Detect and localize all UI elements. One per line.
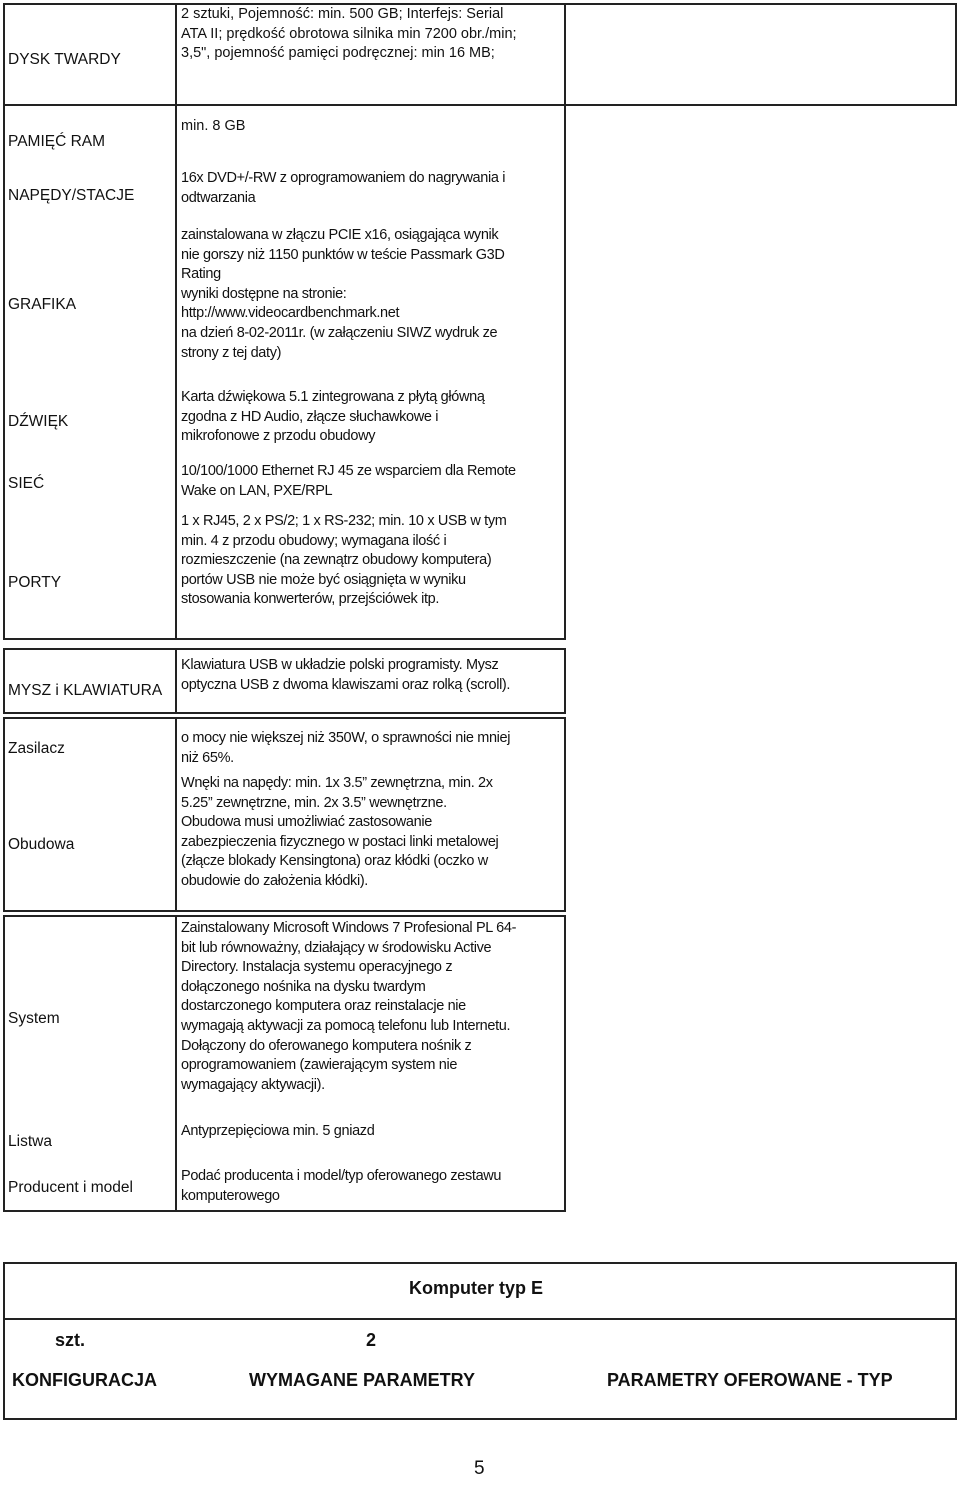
row-label-dzwiek: DŹWIĘK [8, 413, 69, 430]
page-number: 5 [474, 1458, 485, 1479]
row-value-system: Zainstalowany Microsoft Windows 7 Profesional PL 64- bit lub równoważny, działający w środowisku Active Directory. Instalacja systemu operacyjnego z dołączonego nośnika na dysku twardym dostarczonego komputera oraz reinstalacje nie wymagają aktywacji za pomocą telefonu lub Internetu. Dołączony do oferowanego komputera nośnik z oprogramowaniem (zawierającym system nie wymagający aktywacji). [181, 920, 517, 1093]
row-label-napedy: NAPĘDY/STACJE [8, 187, 135, 204]
col-header-oferowane: PARAMETRY OFEROWANE - TYP [607, 1370, 893, 1390]
qty-value: 2 [366, 1330, 377, 1350]
row-label-producent: Producent i model [8, 1179, 133, 1196]
row-value-grafika: zainstalowana w złączu PCIE x16, osiągająca wynik nie gorszy niż 1150 punktów w teście Passmark G3D Rating wyniki dostępne na stronie: http://www.videocardbenchmark.net na dzień 8-02-2011r. (w załączeniu SIWZ wydruk ze strony z tej daty) [181, 227, 505, 361]
table-cell-label [3, 104, 177, 640]
config-title: Komputer typ E [409, 1278, 544, 1298]
row-value-siec: 10/100/1000 Ethernet RJ 45 ze wsparciem dla Remote Wake on LAN, PXE/RPL [181, 463, 516, 499]
row-value-pamiec-ram: min. 8 GB [181, 118, 246, 134]
row-value-zasilacz: o mocy nie większej niż 350W, o sprawności nie mniej niż 65%. [181, 730, 511, 766]
config-header-divider [5, 1318, 955, 1320]
col-header-konfiguracja: KONFIGURACJA [12, 1370, 158, 1390]
row-label-system: System [8, 1010, 60, 1027]
row-label-obudowa: Obudowa [8, 836, 75, 853]
row-label-listwa: Listwa [8, 1133, 52, 1150]
row-value-producent: Podać producenta i model/typ oferowanego zestawu komputerowego [181, 1168, 502, 1204]
row-label-mysz-klawiatura: MYSZ i KLAWIATURA [8, 682, 163, 699]
row-value-napedy: 16x DVD+/-RW z oprogramowaniem do nagrywania i odtwarzania [181, 170, 506, 206]
col-header-wymagane: WYMAGANE PARAMETRY [249, 1370, 475, 1390]
row-value-obudowa: Wnęki na napędy: min. 1x 3.5” zewnętrzna, min. 2x 5.25” zewnętrzne, min. 2x 3.5” wewnętrzne. Obudowa musi umożliwiać zastosowanie zabezpieczenia fizycznego w postaci linki metalowej (złącze blokady Kensingtona) oraz kłódki (oczko w obudowie do założenia kłódki). [181, 775, 499, 889]
row-label-dysk-twardy: DYSK TWARDY [8, 51, 121, 68]
row-value-dysk-twardy: 2 sztuki, Pojemność: min. 500 GB; Interfejs: Serial ATA II; prędkość obrotowa silnika min 7200 obr./min; 3,5", pojemność pamięci podręcznej: min 16 MB; [181, 6, 517, 62]
row-label-porty: PORTY [8, 574, 62, 591]
row-value-mysz-klawiatura: Klawiatura USB w układzie polski programisty. Mysz optyczna USB z dwoma klawiszami oraz rolką (scroll). [181, 657, 511, 693]
row-value-dzwiek: Karta dźwiękowa 5.1 zintegrowana z płytą główną zgodna z HD Audio, złącze słuchawkowe i mikrofonowe z przodu obudowy [181, 389, 485, 445]
row-value-porty: 1 x RJ45, 2 x PS/2; 1 x RS-232; min. 10 x USB w tym min. 4 z przodu obudowy; wymagana ilość i rozmieszczenie (na zewnątrz obudowy komputera) portów USB nie może być osiągnięta w wyniku stosowania konwerterów, przejściówek itp. [181, 513, 507, 608]
qty-label: szt. [55, 1330, 86, 1350]
row-value-listwa: Antyprzepięciowa min. 5 gniazd [181, 1123, 375, 1139]
row-label-siec: SIEĆ [8, 475, 45, 492]
row-label-grafika: GRAFIKA [8, 296, 77, 313]
table-cell-label [3, 915, 177, 1212]
row-label-pamiec-ram: PAMIĘĆ RAM [8, 133, 106, 150]
table-cell-offered [564, 3, 957, 106]
row-label-zasilacz: Zasilacz [8, 740, 65, 757]
